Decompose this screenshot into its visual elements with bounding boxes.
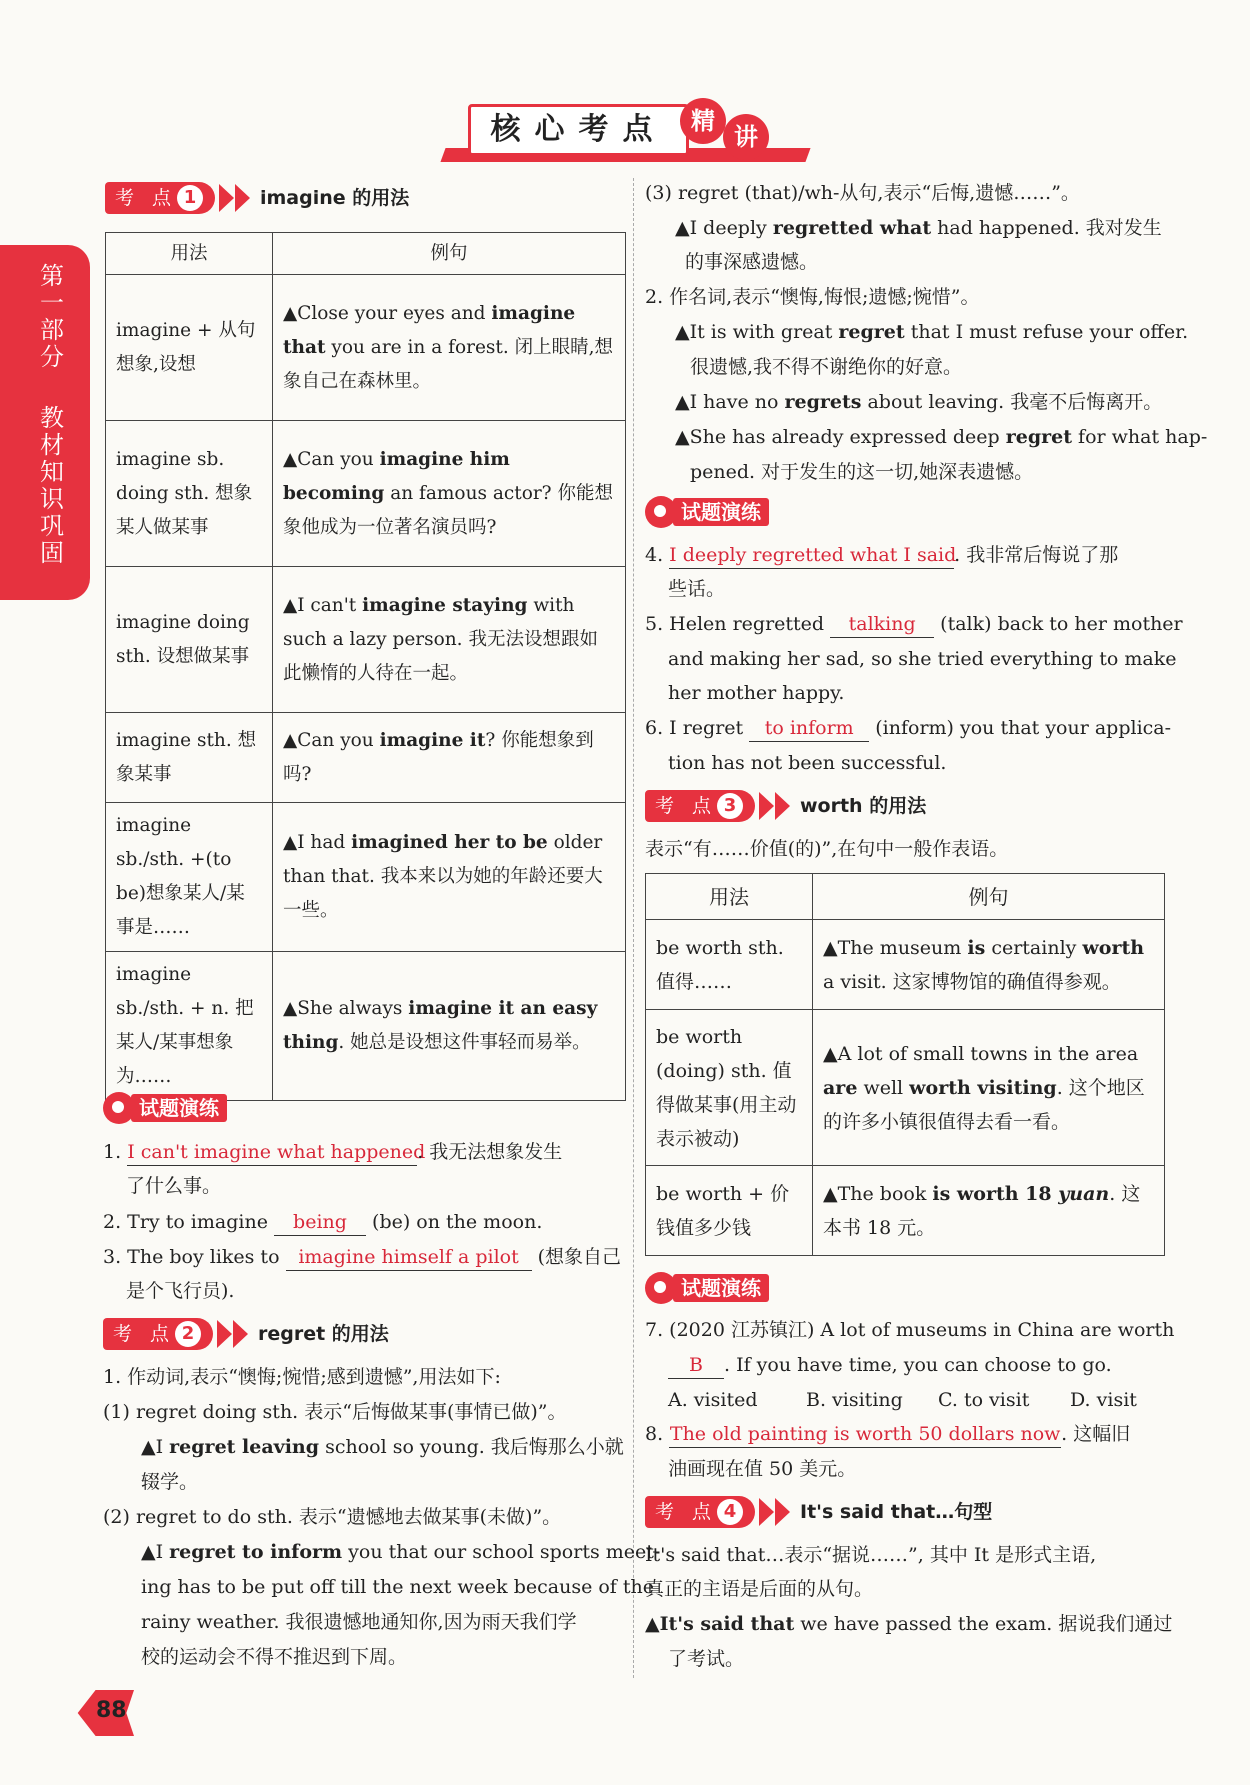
arrow-icon: [759, 792, 774, 820]
question-7-options: [668, 1383, 1137, 1417]
option-b: B. visiting: [806, 1389, 903, 1411]
usage-cell: imagine sb./sth. + n. 把某人/某事想象为……: [106, 952, 273, 1101]
table-header: 例句: [273, 233, 626, 275]
point-number: 2: [175, 1321, 201, 1347]
question-8: 8. The old painting is worth 50 dollars now. 这幅旧: [645, 1417, 1130, 1451]
regret-example-6-cont: pened. 对于发生的这一切,她深表遗憾。: [690, 461, 1034, 483]
practice-label: 试题演练: [673, 498, 769, 526]
said-example-cont: 了考试。: [668, 1648, 745, 1670]
worth-usage-table: [645, 873, 1165, 1256]
question-7-cont: B . If you have time, you can choose to go.: [668, 1348, 1112, 1382]
side-tab-part: 第一部分: [40, 262, 64, 371]
header-badge-jiang: 讲: [723, 114, 769, 160]
table-row: [106, 567, 626, 713]
point-number: 1: [177, 185, 203, 211]
regret-line-4: (3) regret (that)/wh-从句,表示“后悔,遗憾……”。: [645, 182, 1080, 204]
example-cell: ▲Can you imagine it? 你能想象到吗?: [273, 713, 626, 803]
option-a: A. visited: [668, 1389, 758, 1411]
regret-example-2-cont: rainy weather. 我很遗憾地通知你,因为雨天我们学: [141, 1611, 577, 1633]
regret-example-6: ▲She has already expressed deep regret for what hap-: [675, 426, 1208, 448]
point4-tag: [645, 1496, 1045, 1528]
example-cell: ▲I can't imagine staying with such a lazy person. 我无法设想跟如此懒惰的人待在一起。: [273, 567, 626, 713]
page-title: 核心考点: [468, 104, 689, 156]
example-cell: ▲The museum is certainly worth a visit. 这家博物馆的确值得参观。: [813, 920, 1165, 1010]
question-4: 4. I deeply regretted what I said. 我非常后悔说了那: [645, 538, 1118, 572]
said-line-1: It's said that…表示“据说……”, 其中 It 是形式主语,: [645, 1544, 1097, 1566]
arrow-icon: [233, 1320, 248, 1348]
arrow-icon: [775, 1498, 790, 1526]
usage-cell: imagine sb. doing sth. 想象某人做某事: [106, 421, 273, 567]
point-title: worth 的用法: [800, 795, 927, 817]
table-row: [106, 952, 626, 1101]
table-row: [646, 1166, 1165, 1256]
point-title: It's said that…句型: [800, 1501, 993, 1523]
table-header: 例句: [813, 874, 1165, 920]
regret-example-2: ▲I regret to inform you that our school sports meet-: [141, 1541, 661, 1563]
point-title: regret 的用法: [258, 1323, 389, 1345]
regret-line-3: (2) regret to do sth. 表示“遗憾地去做某事(未做)”。: [103, 1506, 562, 1528]
table-header: 用法: [106, 233, 273, 275]
example-cell: ▲The book is worth 18 yuan. 这本书 18 元。: [813, 1166, 1165, 1256]
usage-cell: be worth sth. 值得……: [646, 920, 813, 1010]
column-divider: [633, 178, 634, 1678]
table-row: [646, 1010, 1165, 1166]
practice-label: 试题演练: [673, 1274, 769, 1302]
imagine-usage-table: [105, 232, 626, 1101]
arrow-icon: [775, 792, 790, 820]
point2-tag: [103, 1318, 453, 1350]
usage-cell: be worth (doing) sth. 值得做某事(用主动表示被动): [646, 1010, 813, 1166]
page-number: 88: [96, 1698, 127, 1723]
regret-example-2-cont: 校的运动会不得不推迟到下周。: [141, 1646, 408, 1668]
point-label: 考 点: [105, 182, 215, 214]
regret-example-1-cont: 辍学。: [141, 1471, 199, 1493]
practice-badge: [103, 1092, 243, 1124]
point-number: 3: [717, 793, 743, 819]
question-5: 5. Helen regretted talking (talk) back to her mother: [645, 607, 1183, 641]
page-number-badge: [70, 1690, 134, 1736]
regret-example-2-cont: ing has to be put off till the next week because of the: [141, 1576, 654, 1598]
question-3: 3. The boy likes to imagine himself a pilot (想象自己: [103, 1240, 621, 1274]
option-c: C. to visit: [938, 1389, 1030, 1411]
question-5-cont: and making her sad, so she tried everything to make: [668, 648, 1177, 670]
question-1: 1. I can't imagine what happened. 我无法想象发生: [103, 1135, 562, 1169]
arrow-icon: [235, 184, 250, 212]
answer-blank: imagine himself a pilot: [286, 1244, 532, 1271]
practice-badge: [645, 496, 785, 528]
table-row: [106, 713, 626, 803]
arrow-icon: [217, 1320, 232, 1348]
arrow-icon: [219, 184, 234, 212]
regret-example-3-cont: 的事深感遗憾。: [685, 251, 819, 273]
point-label: 考 点: [645, 790, 755, 822]
usage-cell: imagine doing sth. 设想做某事: [106, 567, 273, 713]
table-row: [646, 920, 1165, 1010]
question-6-cont: tion has not been successful.: [668, 752, 947, 774]
header-badge-jing: 精: [680, 98, 726, 144]
answer-blank: I can't imagine what happened: [127, 1139, 417, 1166]
example-cell: ▲A lot of small towns in the area are well worth visiting. 这个地区的许多小镇很值得去看一看。: [813, 1010, 1165, 1166]
question-6: 6. I regret to inform (inform) you that your applica-: [645, 711, 1171, 745]
table-row: [106, 803, 626, 952]
regret-example-1: ▲I regret leaving school so young. 我后悔那么小就: [141, 1436, 624, 1458]
answer-blank: B: [668, 1352, 724, 1379]
example-cell: ▲Close your eyes and imagine that you are in a forest. 闭上眼睛,想象自己在森林里。: [273, 275, 626, 421]
said-example: ▲It's said that we have passed the exam. 据说我们通过: [645, 1613, 1173, 1635]
regret-example-3: ▲I deeply regretted what had happened. 我对发生: [675, 217, 1162, 239]
practice-label: 试题演练: [131, 1094, 227, 1122]
point-label: 考 点: [645, 1496, 755, 1528]
usage-cell: imagine + 从句想象,设想: [106, 275, 273, 421]
answer-blank: I deeply regretted what I said: [669, 542, 954, 569]
question-4-cont: 些话。: [668, 578, 726, 600]
arrow-icon: [759, 1498, 774, 1526]
question-5-cont: her mother happy.: [668, 682, 845, 704]
answer-blank: talking: [830, 611, 934, 638]
point-title: imagine 的用法: [260, 187, 410, 209]
example-cell: ▲She always imagine it an easy thing. 她总是设想这件事轻而易举。: [273, 952, 626, 1101]
question-7: 7. (2020 江苏镇江) A lot of museums in China are worth: [645, 1319, 1175, 1341]
table-row: [106, 421, 626, 567]
option-d: D. visit: [1070, 1389, 1137, 1411]
answer-blank: to inform: [749, 715, 869, 742]
worth-intro: 表示“有……价值(的)”,在句中一般作表语。: [645, 838, 1009, 860]
table-header: 用法: [646, 874, 813, 920]
example-cell: ▲Can you imagine him becoming an famous actor? 你能想象他成为一位著名演员吗?: [273, 421, 626, 567]
regret-example-4-cont: 很遗憾,我不得不谢绝你的好意。: [690, 356, 963, 378]
question-2: 2. Try to imagine being (be) on the moon.: [103, 1205, 542, 1239]
usage-cell: imagine sth. 想象某事: [106, 713, 273, 803]
regret-example-5: ▲I have no regrets about leaving. 我毫不后悔离开。: [675, 391, 1163, 413]
point3-tag: [645, 790, 995, 822]
answer-blank: being: [274, 1209, 366, 1236]
regret-line-2: (1) regret doing sth. 表示“后悔做某事(事情已做)”。: [103, 1401, 567, 1423]
table-row: [106, 275, 626, 421]
side-tab-topic: 教材知识巩固: [40, 404, 64, 567]
example-cell: ▲I had imagined her to be older than that. 我本来以为她的年龄还要大一些。: [273, 803, 626, 952]
regret-line-1: 1. 作动词,表示“懊悔;惋惜;感到遗憾”,用法如下:: [103, 1366, 501, 1388]
question-3-cont: 是个飞行员).: [126, 1280, 235, 1302]
practice-badge: [645, 1272, 785, 1304]
answer-blank: The old painting is worth 50 dollars now: [669, 1421, 1061, 1448]
regret-line-5: 2. 作名词,表示“懊悔,悔恨;遗憾;惋惜”。: [645, 286, 980, 308]
question-8-cont: 油画现在值 50 美元。: [668, 1458, 857, 1480]
usage-cell: imagine sb./sth. +(to be)想象某人/某事是……: [106, 803, 273, 952]
point-number: 4: [717, 1499, 743, 1525]
said-line-2: 真正的主语是后面的从句。: [645, 1578, 874, 1600]
point1-tag: [105, 182, 455, 214]
usage-cell: be worth + 价钱值多少钱: [646, 1166, 813, 1256]
regret-example-4: ▲It is with great regret that I must refuse your offer.: [675, 321, 1189, 343]
point-label: 考 点: [103, 1318, 213, 1350]
side-tab: [0, 245, 90, 600]
question-1-cont: 了什么事。: [126, 1175, 222, 1197]
